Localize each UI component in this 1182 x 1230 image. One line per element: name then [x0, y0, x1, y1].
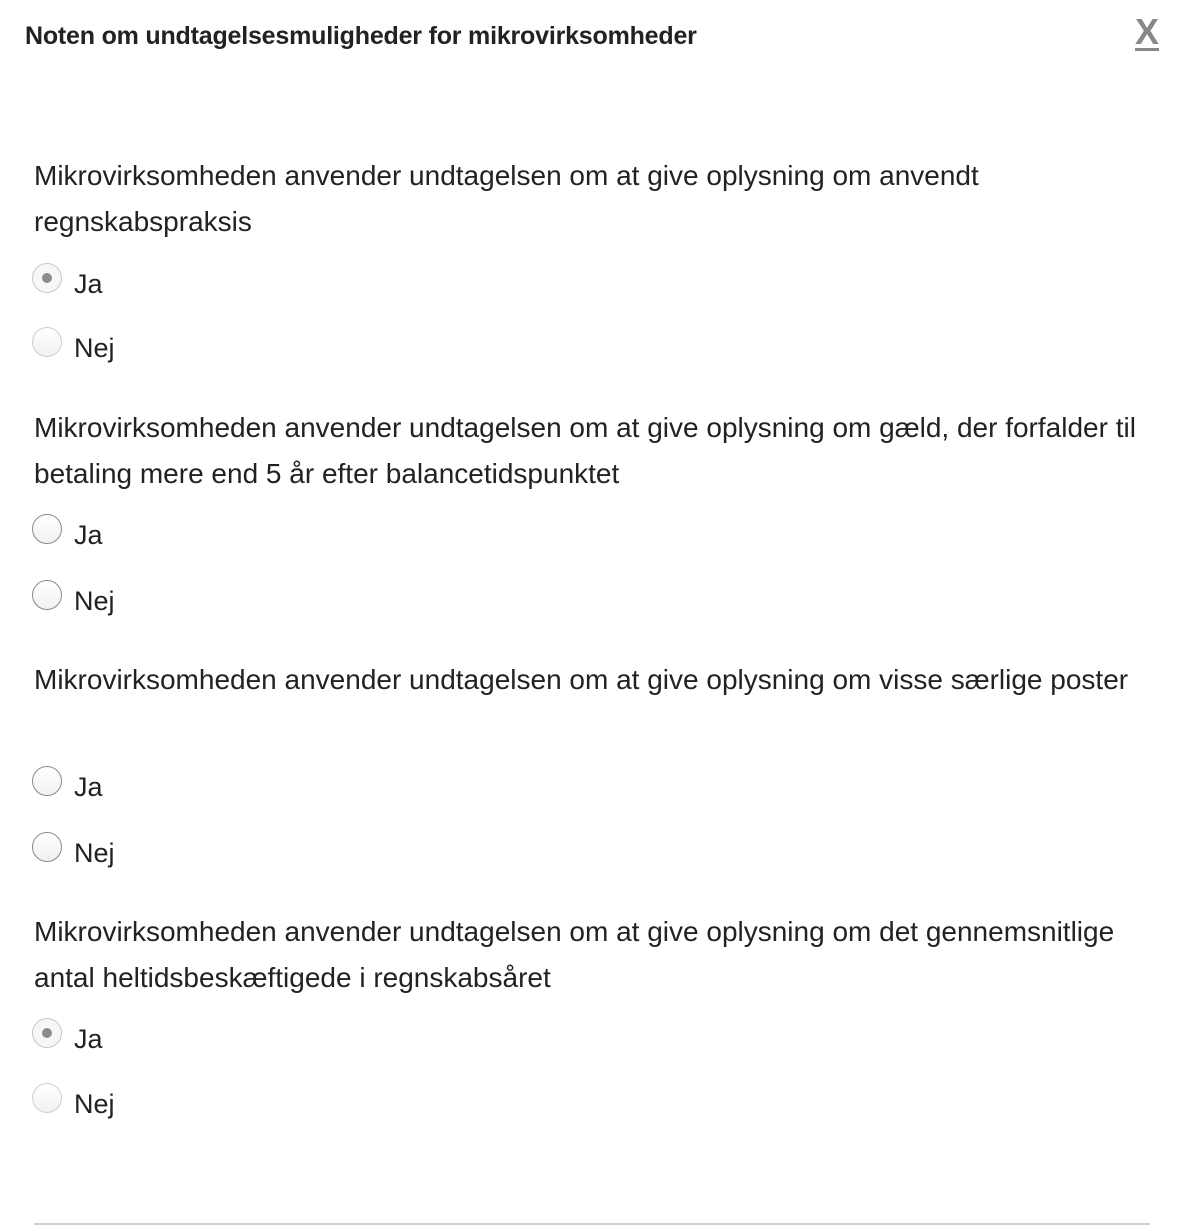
radio-label: Nej: [74, 1088, 115, 1119]
radio-button[interactable]: [32, 766, 62, 796]
radio-button[interactable]: [32, 1018, 62, 1048]
radio-button[interactable]: [32, 514, 62, 544]
radio-label: Ja: [74, 771, 103, 802]
radio-option-ja[interactable]: [32, 258, 103, 298]
radio-label: Ja: [74, 1023, 103, 1054]
radio-option-nej[interactable]: [32, 1078, 115, 1118]
radio-dot-icon: [42, 1028, 52, 1038]
radio-button[interactable]: [32, 832, 62, 862]
radio-option-ja[interactable]: [32, 1013, 103, 1053]
radio-option-nej[interactable]: [32, 575, 115, 615]
radio-button[interactable]: [32, 1083, 62, 1113]
question-text: Mikrovirksomheden anvender undtagelsen om at give oplysning om anvendt regnskabspraksis: [34, 160, 979, 237]
close-button[interactable]: X: [1135, 11, 1160, 52]
radio-dot-icon: [42, 273, 52, 283]
radio-option-nej[interactable]: [32, 322, 115, 362]
question-text: Mikrovirksomheden anvender undtagelsen om at give oplysning om det gennemsnitlige antal heltidsbeskæftigede i regnskabsåret: [34, 916, 1115, 993]
radio-label: Nej: [74, 837, 115, 868]
radio-label: Nej: [74, 585, 115, 616]
radio-option-ja[interactable]: [32, 761, 103, 801]
radio-button[interactable]: [32, 327, 62, 357]
question-text: Mikrovirksomheden anvender undtagelsen om at give oplysning om gæld, der forfalder til betaling mere end 5 år efter balancetidspunktet: [34, 412, 1136, 489]
radio-button[interactable]: [32, 263, 62, 293]
radio-button[interactable]: [32, 580, 62, 610]
question-text: Mikrovirksomheden anvender undtagelsen om at give oplysning om visse særlige poster: [34, 664, 1129, 695]
radio-label: Nej: [74, 332, 115, 363]
footer-divider: [34, 1223, 1150, 1225]
radio-label: Ja: [74, 268, 103, 299]
radio-label: Ja: [74, 519, 103, 550]
dialog-title: Noten om undtagelsesmuligheder for mikrovirksomheder: [25, 22, 697, 50]
radio-option-ja[interactable]: [32, 509, 103, 549]
radio-option-nej[interactable]: [32, 827, 115, 867]
